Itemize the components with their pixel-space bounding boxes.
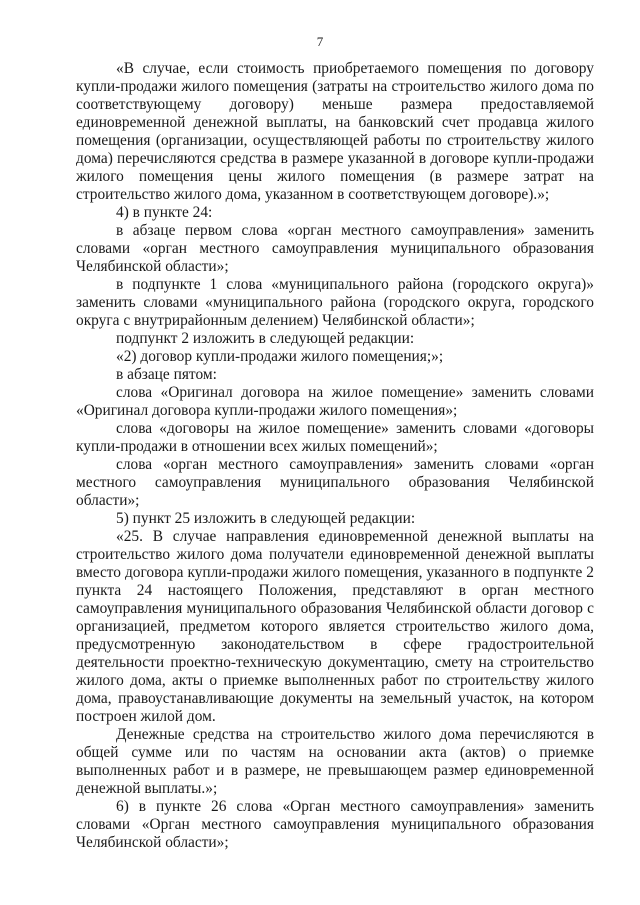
paragraph: подпункт 2 изложить в следующей редакции:	[116, 330, 415, 347]
paragraph: «2) договор купли-продажи жилого помещения;»;	[116, 348, 444, 365]
paragraph: «25. В случае направления единовременной денежной выплаты на строительство жилого дома получатели единовременной денежной выплаты вместо договора купли-продажи жилого помещения, указанного в подпункте 2 пункта 24 настоящего Положения, представляют в орган местного самоуправления муниципального образования Челябинской области договор с организацией, предметом которого является строительство жилого дома, предусмотренную законодательством в сфере градостроительной деятельности проектно-техническую документацию, смету на строительство жилого дома, акты о приемке выполненных работ по строительству жилого дома, правоустанавливающие документы на земельный участок, на котором построен жилой дом.	[76, 528, 594, 725]
paragraph: Денежные средства на строительство жилого дома перечисляются в общей сумме или по частям на основании акта (актов) о приемке выполненных работ и в размере, не превышающем размер единовременной денежной выплаты.»;	[76, 726, 594, 797]
paragraph: в абзаце пятом:	[116, 366, 217, 383]
paragraph: в абзаце первом слова «орган местного самоуправления» заменить словами «орган местного самоуправления муниципального образования Челябинской области»;	[76, 222, 594, 275]
document-body	[76, 60, 594, 852]
paragraph: слова «договоры на жилое помещение» заменить словами «договоры купли-продажи в отношении всех жилых помещений»;	[76, 420, 594, 455]
paragraph: слова «орган местного самоуправления» заменить словами «орган местного самоуправления муниципального образования Челябинской области»;	[76, 456, 594, 509]
paragraph: 6) в пункте 26 слова «Орган местного самоуправления» заменить словами «Орган местного самоуправления муниципального образования Челябинской области»;	[76, 798, 594, 851]
paragraph: 5) пункт 25 изложить в следующей редакции:	[116, 510, 416, 527]
paragraph: в подпункте 1 слова «муниципального района (городского округа)» заменить словами «муниципального района (городского округа, городского округа с внутрирайонным делением) Челябинской области»;	[76, 276, 594, 329]
page-number: 7	[316, 34, 324, 49]
paragraph: 4) в пункте 24:	[116, 204, 213, 221]
paragraph: слова «Оригинал договора на жилое помещение» заменить словами «Оригинал договора купли-продажи жилого помещения»;	[76, 384, 594, 419]
paragraph: «В случае, если стоимость приобретаемого помещения по договору купли-продажи жилого помещения (затраты на строительство жилого дома по соответствующему договору) меньше размера предоставляемой единовременной денежной выплаты, на банковский счет продавца жилого помещения (организации, осуществляющей работы по строительству жилого дома) перечисляются средства в размере указанной в договоре купли-продажи жилого помещения цены жилого помещения (в размере затрат на строительство жилого дома, указанном в соответствующем договоре).»;	[76, 60, 594, 203]
